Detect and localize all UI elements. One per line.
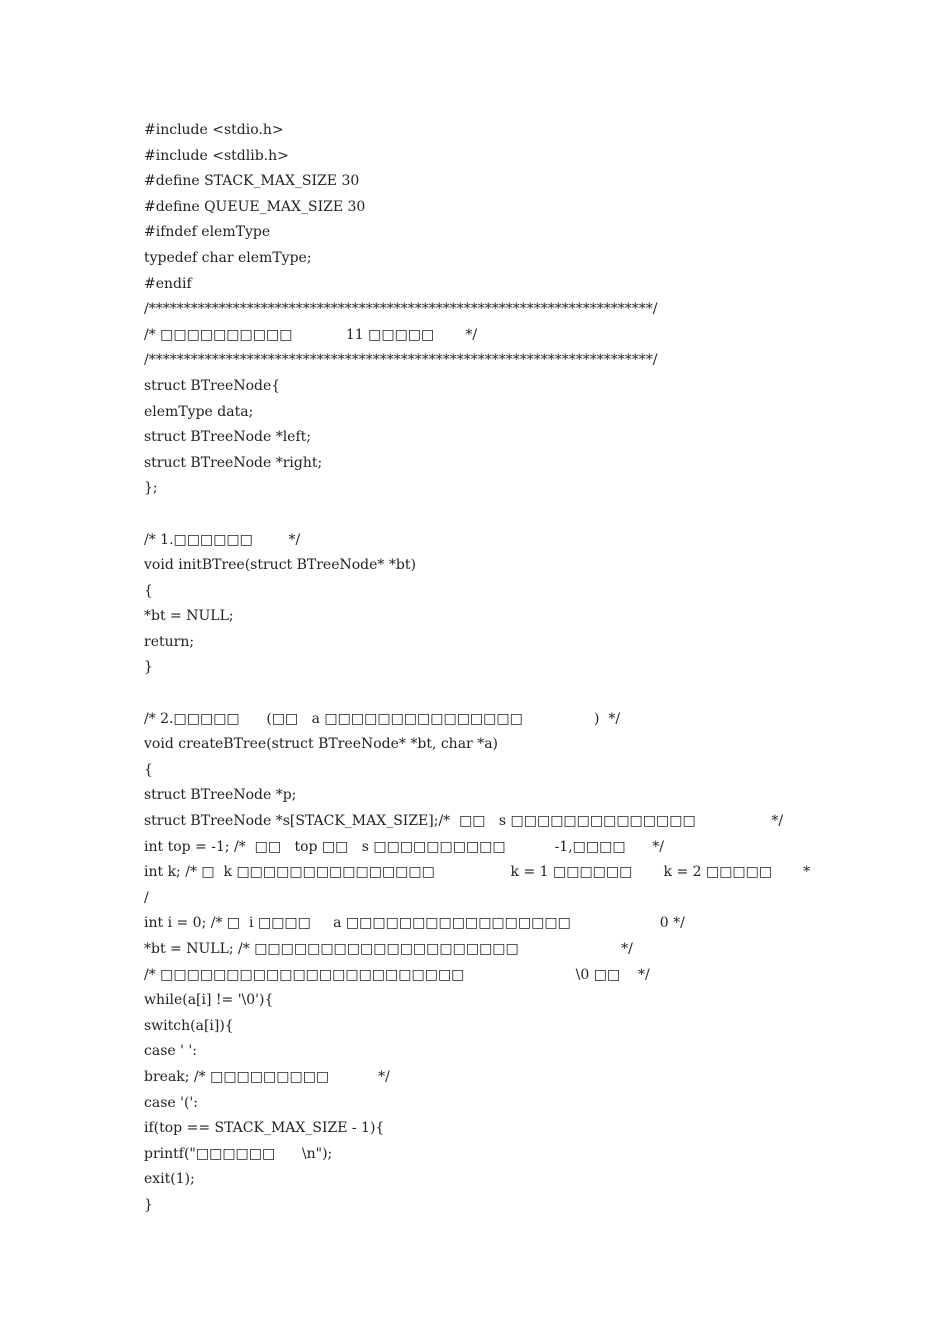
code-line: return; xyxy=(144,633,195,650)
code-line: int top = -1; /* □□ top □□ s □□□□□□□□□□ -1,□□□□ */ xyxy=(144,838,664,855)
code-line: int k; /* □ k □□□□□□□□□□□□□□□ k = 1 □□□□□□ k = 2 □□□□□ * xyxy=(144,864,811,881)
code-line: printf("□□□□□□ \n"); xyxy=(144,1145,333,1162)
code-line: struct BTreeNode *p; xyxy=(144,787,297,804)
code-line: if(top == STACK_MAX_SIZE - 1){ xyxy=(144,1120,385,1137)
code-line: #define STACK_MAX_SIZE 30 xyxy=(144,173,360,190)
code-line: #define QUEUE_MAX_SIZE 30 xyxy=(144,198,366,215)
blank-line xyxy=(144,681,824,707)
comment-line: /* □□□□□□□□□□ 11 □□□□□ */ xyxy=(144,326,478,343)
comment-line: /* □□□□□□□□□□□□□□□□□□□□□□□ \0 □□ */ xyxy=(144,966,650,983)
code-line: #include <stdlib.h> xyxy=(144,147,289,164)
comment-banner-line: /************************************************************************/ xyxy=(144,352,658,369)
code-line: #include <stdio.h> xyxy=(144,122,284,138)
code-line: } xyxy=(144,1196,153,1213)
code-line: struct BTreeNode *s[STACK_MAX_SIZE];/* □□ s □□□□□□□□□□□□□□ */ xyxy=(144,813,784,830)
code-line: while(a[i] != '\0'){ xyxy=(144,992,274,1009)
code-line: void initBTree(struct BTreeNode* *bt) xyxy=(144,557,416,574)
code-line: / xyxy=(144,889,149,906)
code-line: struct BTreeNode *right; xyxy=(144,454,323,471)
code-line: exit(1); xyxy=(144,1171,195,1188)
comment-banner-line: /************************************************************************/ xyxy=(144,301,658,318)
code-line: } xyxy=(144,659,153,676)
code-line: typedef char elemType; xyxy=(144,249,312,266)
code-line: *bt = NULL; /* □□□□□□□□□□□□□□□□□□□□ */ xyxy=(144,941,633,957)
code-line: case ' ': xyxy=(144,1043,197,1060)
code-line: struct BTreeNode{ xyxy=(144,377,281,394)
comment-line: /* 2.□□□□□ (□□ a □□□□□□□□□□□□□□□ ) */ xyxy=(144,710,621,727)
code-line: }; xyxy=(144,480,158,497)
code-line: *bt = NULL; xyxy=(144,608,234,625)
code-line: { xyxy=(144,582,153,599)
code-line: #ifndef elemType xyxy=(144,224,271,241)
blank-line xyxy=(144,502,824,528)
comment-line: /* 1.□□□□□□ */ xyxy=(144,531,301,548)
code-line: break; /* □□□□□□□□□ */ xyxy=(144,1068,390,1085)
code-line: case '(': xyxy=(144,1094,198,1111)
code-line: elemType data; xyxy=(144,403,254,420)
code-line: #endif xyxy=(144,275,192,292)
code-line: { xyxy=(144,761,153,778)
code-line: int i = 0; /* □ i □□□□ a □□□□□□□□□□□□□□□□□ 0 */ xyxy=(144,915,685,932)
code-line: struct BTreeNode *left; xyxy=(144,429,311,446)
code-line: switch(a[i]){ xyxy=(144,1017,234,1034)
code-listing xyxy=(144,118,824,1219)
code-line: void createBTree(struct BTreeNode* *bt, char *a) xyxy=(144,736,498,753)
